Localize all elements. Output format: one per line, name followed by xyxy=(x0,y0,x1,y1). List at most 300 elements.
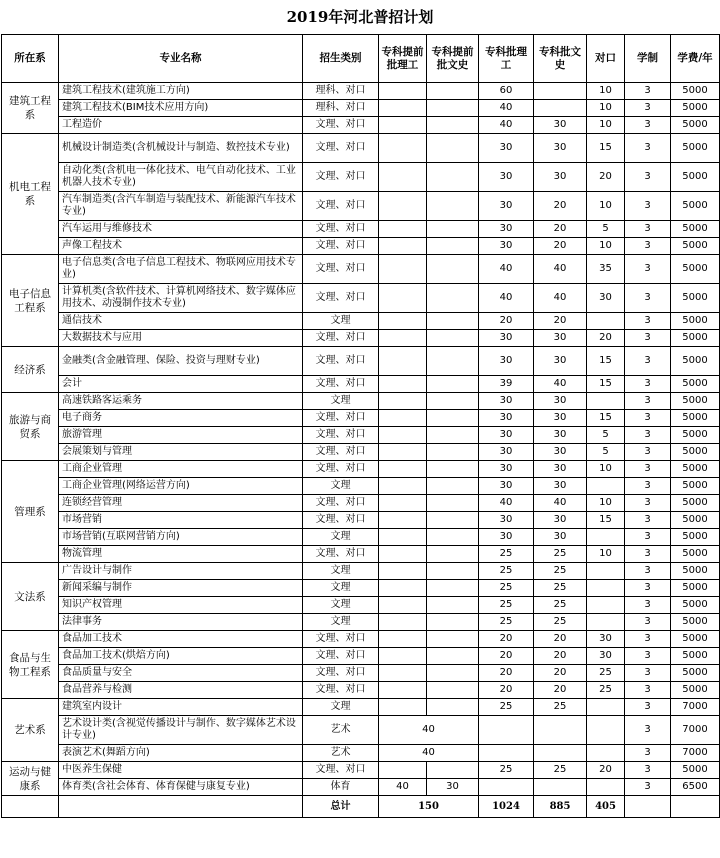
duikou-cell: 20 xyxy=(587,762,625,779)
category-cell: 文理 xyxy=(303,597,379,614)
science-cell: 25 xyxy=(479,762,534,779)
duikou-cell xyxy=(587,563,625,580)
early-arts-cell xyxy=(427,347,479,376)
arts-cell: 30 xyxy=(534,529,587,546)
science-cell: 30 xyxy=(479,134,534,163)
major-cell: 高速铁路客运乘务 xyxy=(59,393,303,410)
science-cell: 30 xyxy=(479,529,534,546)
total-empty-cell xyxy=(59,796,303,818)
early-science-cell xyxy=(379,221,427,238)
early-arts-cell xyxy=(427,614,479,631)
major-cell: 食品质量与安全 xyxy=(59,665,303,682)
arts-cell: 25 xyxy=(534,597,587,614)
duikou-cell: 10 xyxy=(587,546,625,563)
table-row xyxy=(2,347,720,376)
arts-cell: 30 xyxy=(534,461,587,478)
duration-cell: 3 xyxy=(625,563,671,580)
arts-cell: 40 xyxy=(534,284,587,313)
arts-cell xyxy=(534,100,587,117)
duikou-cell: 5 xyxy=(587,221,625,238)
duikou-cell xyxy=(587,779,625,796)
table-row xyxy=(2,495,720,512)
early-science-cell xyxy=(379,100,427,117)
arts-cell: 30 xyxy=(534,512,587,529)
major-cell: 广告设计与制作 xyxy=(59,563,303,580)
fee-cell: 5000 xyxy=(671,410,720,427)
category-cell: 文理、对口 xyxy=(303,221,379,238)
early-batch-cell: 40 xyxy=(379,745,479,762)
duikou-cell: 10 xyxy=(587,495,625,512)
table-row xyxy=(2,376,720,393)
arts-cell: 25 xyxy=(534,563,587,580)
duration-cell: 3 xyxy=(625,478,671,495)
department-cell: 食品与生物工程系 xyxy=(2,631,59,699)
science-cell: 20 xyxy=(479,682,534,699)
duration-cell: 3 xyxy=(625,716,671,745)
science-cell: 30 xyxy=(479,410,534,427)
duration-cell: 3 xyxy=(625,238,671,255)
duikou-cell: 15 xyxy=(587,410,625,427)
fee-cell: 5000 xyxy=(671,665,720,682)
early-arts-cell xyxy=(427,427,479,444)
table-row xyxy=(2,665,720,682)
header-row xyxy=(2,35,720,83)
table-row xyxy=(2,221,720,238)
duikou-cell: 10 xyxy=(587,100,625,117)
arts-cell: 30 xyxy=(534,427,587,444)
category-cell: 理科、对口 xyxy=(303,83,379,100)
enrollment-plan-table xyxy=(1,34,720,818)
total-empty-cell xyxy=(2,796,59,818)
early-arts-cell xyxy=(427,284,479,313)
table-row xyxy=(2,163,720,192)
early-batch-cell: 40 xyxy=(379,716,479,745)
major-cell: 工程造价 xyxy=(59,117,303,134)
early-science-cell xyxy=(379,614,427,631)
major-cell: 汽车运用与维修技术 xyxy=(59,221,303,238)
fee-cell: 5000 xyxy=(671,495,720,512)
early-science-cell xyxy=(379,117,427,134)
header-duration: 学制 xyxy=(625,35,671,83)
early-science-cell xyxy=(379,682,427,699)
early-science-cell xyxy=(379,192,427,221)
major-cell: 表演艺术(舞蹈方向) xyxy=(59,745,303,762)
category-cell: 文理、对口 xyxy=(303,444,379,461)
category-cell: 文理、对口 xyxy=(303,376,379,393)
fee-cell: 6500 xyxy=(671,779,720,796)
major-cell: 电子商务 xyxy=(59,410,303,427)
science-cell xyxy=(479,745,534,762)
arts-cell xyxy=(534,83,587,100)
duikou-cell: 5 xyxy=(587,427,625,444)
arts-cell: 30 xyxy=(534,347,587,376)
major-cell: 金融类(含金融管理、保险、投资与理财专业) xyxy=(59,347,303,376)
early-arts-cell xyxy=(427,221,479,238)
category-cell: 文理、对口 xyxy=(303,682,379,699)
total-duikou: 405 xyxy=(587,796,625,818)
major-cell: 法律事务 xyxy=(59,614,303,631)
duikou-cell xyxy=(587,313,625,330)
table-row xyxy=(2,100,720,117)
fee-cell: 5000 xyxy=(671,163,720,192)
table-row xyxy=(2,238,720,255)
table-row xyxy=(2,779,720,796)
table-row xyxy=(2,393,720,410)
major-cell: 会计 xyxy=(59,376,303,393)
category-cell: 文理、对口 xyxy=(303,512,379,529)
arts-cell: 30 xyxy=(534,478,587,495)
fee-cell: 5000 xyxy=(671,563,720,580)
table-row xyxy=(2,313,720,330)
early-science-cell xyxy=(379,580,427,597)
header-category: 招生类别 xyxy=(303,35,379,83)
fee-cell: 5000 xyxy=(671,444,720,461)
arts-cell: 30 xyxy=(534,330,587,347)
major-cell: 食品营养与检测 xyxy=(59,682,303,699)
fee-cell: 5000 xyxy=(671,614,720,631)
major-cell: 大数据技术与应用 xyxy=(59,330,303,347)
duikou-cell: 20 xyxy=(587,330,625,347)
table-row xyxy=(2,762,720,779)
major-cell: 知识产权管理 xyxy=(59,597,303,614)
major-cell: 工商企业管理 xyxy=(59,461,303,478)
early-arts-cell xyxy=(427,478,479,495)
duration-cell: 3 xyxy=(625,313,671,330)
early-science-cell xyxy=(379,427,427,444)
arts-cell: 30 xyxy=(534,134,587,163)
category-cell: 文理、对口 xyxy=(303,546,379,563)
duration-cell: 3 xyxy=(625,221,671,238)
duration-cell: 3 xyxy=(625,255,671,284)
duikou-cell: 10 xyxy=(587,117,625,134)
arts-cell: 20 xyxy=(534,238,587,255)
major-cell: 中医养生保健 xyxy=(59,762,303,779)
fee-cell: 5000 xyxy=(671,427,720,444)
category-cell: 文理、对口 xyxy=(303,495,379,512)
duration-cell: 3 xyxy=(625,330,671,347)
duration-cell: 3 xyxy=(625,393,671,410)
early-science-cell xyxy=(379,313,427,330)
duration-cell: 3 xyxy=(625,682,671,699)
category-cell: 文理 xyxy=(303,529,379,546)
major-cell: 自动化类(含机电一体化技术、电气自动化技术、工业机器人技术专业) xyxy=(59,163,303,192)
arts-cell: 40 xyxy=(534,376,587,393)
total-science: 1024 xyxy=(479,796,534,818)
table-row xyxy=(2,682,720,699)
fee-cell: 5000 xyxy=(671,682,720,699)
duikou-cell: 25 xyxy=(587,665,625,682)
major-cell: 通信技术 xyxy=(59,313,303,330)
science-cell: 30 xyxy=(479,238,534,255)
early-science-cell xyxy=(379,163,427,192)
duikou-cell: 10 xyxy=(587,461,625,478)
duikou-cell xyxy=(587,614,625,631)
early-arts-cell xyxy=(427,163,479,192)
major-cell: 计算机类(含软件技术、计算机网络技术、数字媒体应用技术、动漫制作技术专业) xyxy=(59,284,303,313)
department-cell: 艺术系 xyxy=(2,699,59,762)
fee-cell: 5000 xyxy=(671,529,720,546)
science-cell: 30 xyxy=(479,427,534,444)
category-cell: 艺术 xyxy=(303,716,379,745)
total-early: 150 xyxy=(379,796,479,818)
arts-cell: 30 xyxy=(534,163,587,192)
category-cell: 文理、对口 xyxy=(303,238,379,255)
early-arts-cell xyxy=(427,665,479,682)
category-cell: 文理、对口 xyxy=(303,192,379,221)
early-arts-cell xyxy=(427,192,479,221)
fee-cell: 5000 xyxy=(671,313,720,330)
science-cell xyxy=(479,716,534,745)
arts-cell: 20 xyxy=(534,221,587,238)
arts-cell: 20 xyxy=(534,665,587,682)
category-cell: 文理、对口 xyxy=(303,163,379,192)
science-cell: 25 xyxy=(479,597,534,614)
early-arts-cell xyxy=(427,376,479,393)
fee-cell: 5000 xyxy=(671,330,720,347)
category-cell: 文理 xyxy=(303,699,379,716)
fee-cell: 5000 xyxy=(671,580,720,597)
table-row xyxy=(2,192,720,221)
table-row xyxy=(2,546,720,563)
arts-cell xyxy=(534,716,587,745)
early-science-cell xyxy=(379,393,427,410)
early-science-cell xyxy=(379,762,427,779)
department-cell: 机电工程系 xyxy=(2,134,59,255)
table-row xyxy=(2,597,720,614)
early-arts-cell xyxy=(427,461,479,478)
fee-cell: 5000 xyxy=(671,631,720,648)
duikou-cell xyxy=(587,699,625,716)
duration-cell: 3 xyxy=(625,529,671,546)
category-cell: 文理、对口 xyxy=(303,134,379,163)
early-science-cell xyxy=(379,597,427,614)
duration-cell: 3 xyxy=(625,631,671,648)
early-arts-cell: 30 xyxy=(427,779,479,796)
duikou-cell: 10 xyxy=(587,83,625,100)
early-science-cell xyxy=(379,699,427,716)
fee-cell: 5000 xyxy=(671,512,720,529)
duikou-cell xyxy=(587,580,625,597)
category-cell: 文理 xyxy=(303,580,379,597)
early-science-cell xyxy=(379,546,427,563)
table-row xyxy=(2,255,720,284)
fee-cell: 5000 xyxy=(671,347,720,376)
early-science-cell xyxy=(379,563,427,580)
table-row xyxy=(2,410,720,427)
arts-cell: 30 xyxy=(534,410,587,427)
early-science-cell xyxy=(379,495,427,512)
fee-cell: 5000 xyxy=(671,461,720,478)
header-science: 专科批理工 xyxy=(479,35,534,83)
fee-cell: 7000 xyxy=(671,699,720,716)
duikou-cell: 15 xyxy=(587,512,625,529)
early-arts-cell xyxy=(427,597,479,614)
category-cell: 文理 xyxy=(303,393,379,410)
duikou-cell xyxy=(587,478,625,495)
duration-cell: 3 xyxy=(625,444,671,461)
early-science-cell xyxy=(379,648,427,665)
fee-cell: 5000 xyxy=(671,478,720,495)
major-cell: 物流管理 xyxy=(59,546,303,563)
duration-cell: 3 xyxy=(625,461,671,478)
department-cell: 建筑工程系 xyxy=(2,83,59,134)
category-cell: 文理、对口 xyxy=(303,648,379,665)
arts-cell: 20 xyxy=(534,313,587,330)
duration-cell: 3 xyxy=(625,745,671,762)
table-row xyxy=(2,117,720,134)
duikou-cell: 15 xyxy=(587,134,625,163)
duikou-cell: 15 xyxy=(587,347,625,376)
early-arts-cell xyxy=(427,83,479,100)
early-arts-cell xyxy=(427,546,479,563)
science-cell: 25 xyxy=(479,699,534,716)
table-row xyxy=(2,716,720,745)
table-row xyxy=(2,699,720,716)
table-row xyxy=(2,444,720,461)
major-cell: 建筑工程技术(BIM技术应用方向) xyxy=(59,100,303,117)
early-science-cell xyxy=(379,461,427,478)
duikou-cell: 30 xyxy=(587,284,625,313)
total-empty-cell xyxy=(625,796,671,818)
early-arts-cell xyxy=(427,563,479,580)
major-cell: 体育类(含社会体育、体育保健与康复专业) xyxy=(59,779,303,796)
science-cell: 30 xyxy=(479,192,534,221)
early-science-cell xyxy=(379,284,427,313)
major-cell: 机械设计制造类(含机械设计与制造、数控技术专业) xyxy=(59,134,303,163)
science-cell: 30 xyxy=(479,461,534,478)
duikou-cell: 5 xyxy=(587,444,625,461)
duration-cell: 3 xyxy=(625,512,671,529)
duration-cell: 3 xyxy=(625,192,671,221)
page-title: 2019年河北普招计划 xyxy=(286,8,434,26)
early-arts-cell xyxy=(427,631,479,648)
total-empty-cell xyxy=(671,796,720,818)
duration-cell: 3 xyxy=(625,284,671,313)
header-fee: 学费/年 xyxy=(671,35,720,83)
major-cell: 连锁经营管理 xyxy=(59,495,303,512)
department-cell: 管理系 xyxy=(2,461,59,563)
early-arts-cell xyxy=(427,682,479,699)
fee-cell: 5000 xyxy=(671,393,720,410)
early-science-cell xyxy=(379,83,427,100)
duikou-cell: 10 xyxy=(587,238,625,255)
early-arts-cell xyxy=(427,648,479,665)
table-row xyxy=(2,284,720,313)
science-cell: 20 xyxy=(479,313,534,330)
category-cell: 文理、对口 xyxy=(303,631,379,648)
fee-cell: 5000 xyxy=(671,83,720,100)
table-row xyxy=(2,427,720,444)
duikou-cell xyxy=(587,529,625,546)
table-row xyxy=(2,631,720,648)
total-row xyxy=(2,796,720,818)
table-row xyxy=(2,512,720,529)
department-cell: 电子信息工程系 xyxy=(2,255,59,347)
table-row xyxy=(2,614,720,631)
arts-cell: 20 xyxy=(534,648,587,665)
duikou-cell xyxy=(587,716,625,745)
table-row xyxy=(2,529,720,546)
duration-cell: 3 xyxy=(625,699,671,716)
arts-cell: 25 xyxy=(534,614,587,631)
early-arts-cell xyxy=(427,529,479,546)
science-cell: 40 xyxy=(479,495,534,512)
early-arts-cell xyxy=(427,762,479,779)
major-cell: 建筑工程技术(建筑施工方向) xyxy=(59,83,303,100)
category-cell: 文理、对口 xyxy=(303,255,379,284)
science-cell: 30 xyxy=(479,347,534,376)
header-major: 专业名称 xyxy=(59,35,303,83)
arts-cell: 30 xyxy=(534,117,587,134)
fee-cell: 5000 xyxy=(671,100,720,117)
arts-cell: 25 xyxy=(534,546,587,563)
arts-cell: 25 xyxy=(534,762,587,779)
duikou-cell: 10 xyxy=(587,192,625,221)
fee-cell: 5000 xyxy=(671,117,720,134)
major-cell: 食品加工技术 xyxy=(59,631,303,648)
duration-cell: 3 xyxy=(625,648,671,665)
science-cell: 30 xyxy=(479,221,534,238)
science-cell: 25 xyxy=(479,614,534,631)
table-row xyxy=(2,648,720,665)
department-cell: 经济系 xyxy=(2,347,59,393)
early-arts-cell xyxy=(427,238,479,255)
fee-cell: 5000 xyxy=(671,134,720,163)
duration-cell: 3 xyxy=(625,762,671,779)
category-cell: 文理、对口 xyxy=(303,284,379,313)
science-cell: 25 xyxy=(479,546,534,563)
early-arts-cell xyxy=(427,495,479,512)
science-cell: 30 xyxy=(479,512,534,529)
early-arts-cell xyxy=(427,134,479,163)
early-arts-cell xyxy=(427,444,479,461)
arts-cell: 40 xyxy=(534,495,587,512)
department-cell: 旅游与商贸系 xyxy=(2,393,59,461)
major-cell: 艺术设计类(含视觉传播设计与制作、数字媒体艺术设计专业) xyxy=(59,716,303,745)
early-arts-cell xyxy=(427,512,479,529)
fee-cell: 7000 xyxy=(671,745,720,762)
fee-cell: 7000 xyxy=(671,716,720,745)
early-science-cell xyxy=(379,255,427,284)
duikou-cell: 25 xyxy=(587,682,625,699)
early-arts-cell xyxy=(427,255,479,284)
arts-cell: 25 xyxy=(534,580,587,597)
table-row xyxy=(2,134,720,163)
duration-cell: 3 xyxy=(625,163,671,192)
duration-cell: 3 xyxy=(625,83,671,100)
category-cell: 艺术 xyxy=(303,745,379,762)
fee-cell: 5000 xyxy=(671,284,720,313)
major-cell: 市场营销 xyxy=(59,512,303,529)
early-science-cell xyxy=(379,376,427,393)
science-cell: 25 xyxy=(479,563,534,580)
category-cell: 文理、对口 xyxy=(303,117,379,134)
science-cell: 30 xyxy=(479,330,534,347)
header-arts: 专科批文史 xyxy=(534,35,587,83)
science-cell: 20 xyxy=(479,648,534,665)
science-cell: 30 xyxy=(479,393,534,410)
category-cell: 文理、对口 xyxy=(303,347,379,376)
category-cell: 文理 xyxy=(303,614,379,631)
duration-cell: 3 xyxy=(625,100,671,117)
category-cell: 文理、对口 xyxy=(303,762,379,779)
early-science-cell xyxy=(379,665,427,682)
arts-cell: 20 xyxy=(534,682,587,699)
duration-cell: 3 xyxy=(625,495,671,512)
science-cell xyxy=(479,779,534,796)
fee-cell: 5000 xyxy=(671,597,720,614)
early-science-cell xyxy=(379,410,427,427)
